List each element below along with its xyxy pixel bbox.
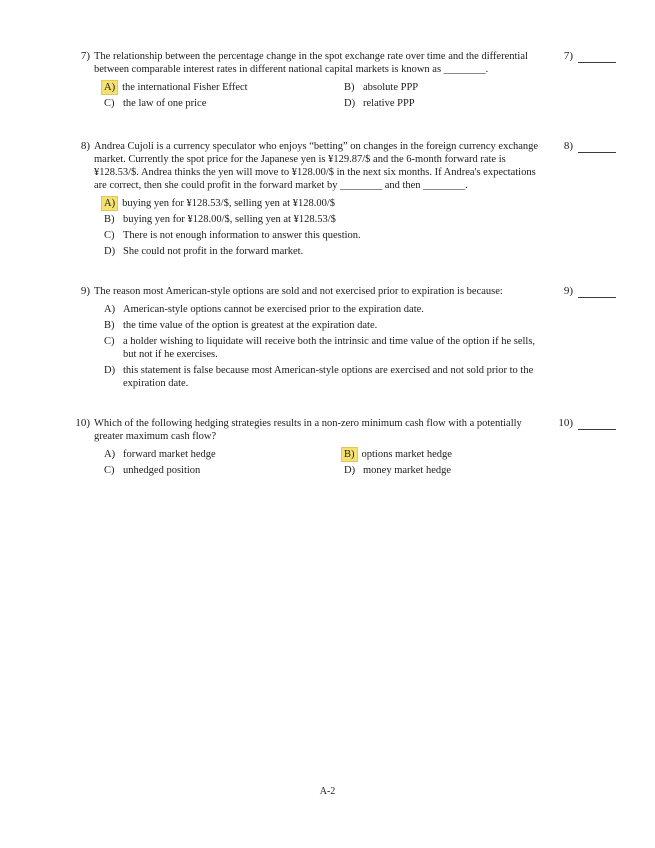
option-text: this statement is false because most American-style options are exercised and not sold prior to the expiration date. — [123, 365, 534, 389]
option-label: C) — [104, 98, 115, 109]
option-text: the time value of the option is greatest at the expiration date. — [123, 320, 378, 331]
questions-area — [70, 50, 616, 507]
option-label: D) — [104, 246, 116, 257]
question-8 — [70, 140, 616, 258]
option-text: options market hedge — [361, 449, 452, 460]
options-list — [104, 448, 584, 480]
option-text: absolute PPP — [363, 82, 419, 93]
option-text: buying yen for ¥128.53/$, selling yen at ¥128.00/$ — [122, 198, 335, 209]
options-list — [104, 81, 584, 113]
question-number: 10) — [75, 417, 90, 429]
option-10c — [104, 464, 344, 477]
option-label: D) — [104, 365, 116, 376]
option-8b — [104, 213, 584, 226]
option-7a — [104, 81, 344, 94]
option-label: B) — [104, 214, 115, 225]
option-text: American-style options cannot be exercised prior to the expiration date. — [123, 304, 424, 315]
option-7c — [104, 97, 344, 110]
answer-blank-line — [578, 142, 616, 153]
question-text: The relationship between the percentage change in the spot exchange rate over time and the differential between comparable interest rates in different national capital markets is known as ________. — [94, 51, 528, 75]
option-text: relative PPP — [363, 98, 415, 109]
option-text: money market hedge — [363, 465, 452, 476]
option-label: A) — [104, 198, 116, 209]
answer-blank-line — [578, 287, 616, 298]
answer-blank-10 — [558, 417, 616, 430]
option-8c — [104, 229, 584, 242]
option-10d — [344, 464, 584, 477]
option-text: the international Fisher Effect — [122, 82, 248, 93]
question-7 — [70, 50, 616, 113]
option-text: unhedged position — [123, 465, 201, 476]
question-text: Andrea Cujoli is a currency speculator who enjoys “betting” on changes in the foreign currency exchange market. Currently the spot price for the Japanese yen is ¥129.87/$ and the 6-month forward rate is ¥128.53/$. Andrea thinks the yen will move to ¥128.00/$ in the next six months. If Andrea's expectations are correct, then she could profit in the forward market by ________ and then ________. — [94, 141, 539, 191]
option-text: forward market hedge — [123, 449, 216, 460]
option-text: She could not profit in the forward market. — [123, 246, 304, 257]
question-10 — [70, 417, 616, 480]
option-8a — [104, 197, 584, 210]
option-label: B) — [344, 449, 355, 460]
option-9c — [104, 335, 584, 361]
answer-blank-label: 7) — [563, 50, 573, 62]
option-label: A) — [104, 82, 116, 93]
answer-blank-label: 10) — [558, 417, 573, 429]
option-9d — [104, 364, 584, 390]
answer-blank-7 — [564, 50, 616, 63]
option-9a — [104, 303, 584, 316]
option-9b — [104, 319, 584, 332]
option-label: A) — [104, 449, 116, 460]
option-label: C) — [104, 336, 115, 347]
option-8d — [104, 245, 584, 258]
answer-blank-line — [578, 419, 616, 430]
question-9 — [70, 285, 616, 390]
option-label: A) — [104, 304, 116, 315]
option-label: B) — [344, 82, 355, 93]
question-number: 7) — [80, 50, 90, 62]
answer-blank-8 — [564, 140, 616, 153]
question-text: Which of the following hedging strategies results in a non-zero minimum cash flow with a potentially greater maximum cash flow? — [94, 418, 522, 442]
option-label: C) — [104, 465, 115, 476]
question-text: The reason most American-style options are sold and not exercised prior to expiration is because: — [94, 286, 503, 297]
option-7b — [344, 81, 584, 94]
option-label: D) — [344, 98, 356, 109]
answer-blank-label: 8) — [563, 140, 573, 152]
answer-blank-9 — [564, 285, 616, 298]
option-text: a holder wishing to liquidate will receive both the intrinsic and time value of the option if he sells, but not if he exercises. — [123, 336, 536, 360]
answer-blank-label: 9) — [563, 285, 573, 297]
option-text: the law of one price — [123, 98, 207, 109]
option-10b — [344, 448, 584, 461]
question-number: 9) — [80, 285, 90, 297]
page-footer: A-2 — [319, 786, 336, 797]
option-label: B) — [104, 320, 115, 331]
option-label: C) — [104, 230, 115, 241]
question-number: 8) — [80, 140, 90, 152]
option-text: There is not enough information to answer this question. — [123, 230, 361, 241]
answer-blank-line — [578, 52, 616, 63]
options-list — [104, 303, 584, 390]
option-text: buying yen for ¥128.00/$, selling yen at ¥128.53/$ — [123, 214, 336, 225]
option-7d — [344, 97, 584, 110]
option-label: D) — [344, 465, 356, 476]
options-list — [104, 197, 584, 258]
option-10a — [104, 448, 344, 461]
